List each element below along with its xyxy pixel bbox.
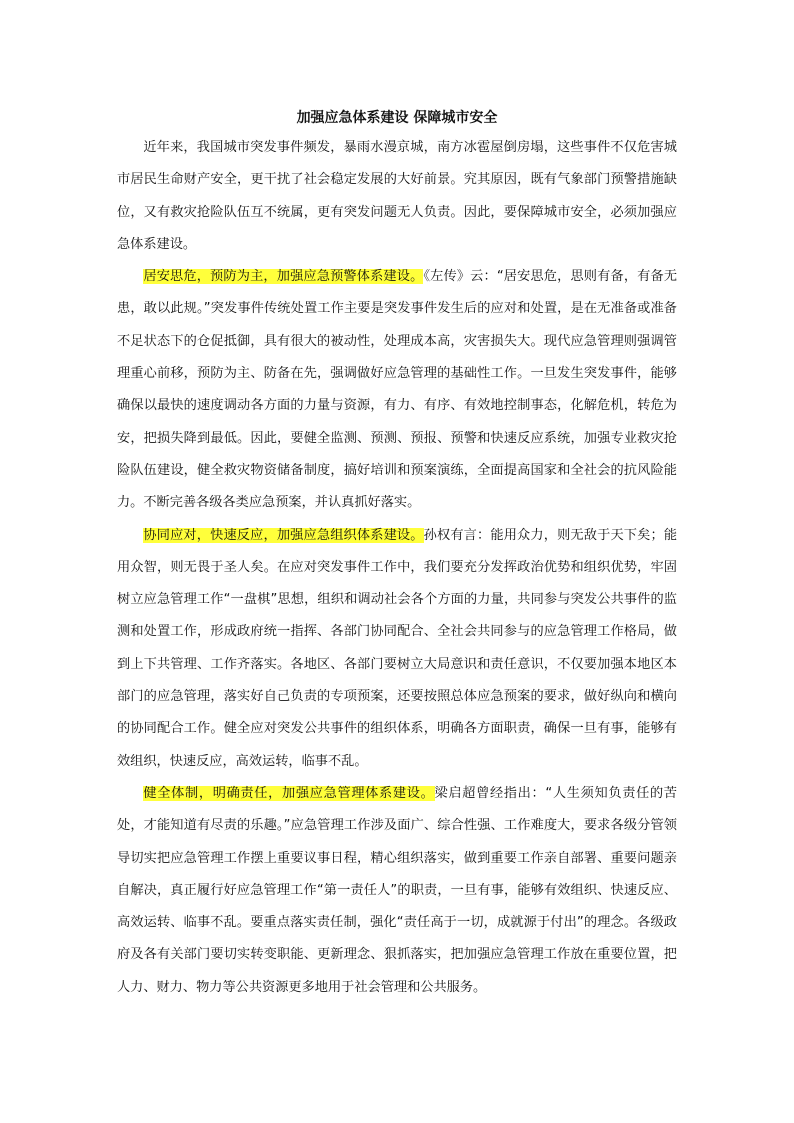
paragraph-intro <box>117 132 677 261</box>
paragraph-management <box>117 778 677 1004</box>
paragraph-text: 孙权有言：能用众力，则无敌于天下矣；能用众智，则无畏于圣人矣。在应对突发事件工作中，我们要充分发挥政治优势和组织优势，牢固树立应急管理工作“一盘棋”思想，组织和调动社会各个方面的力量，共同参与突发公共事件的监测和处置工作，形成政府统一指挥、各部门协同配合、全社会共同参与的应急管理工作格局，做到上下共管理、工作齐落实。各地区、各部门要树立大局意识和责任意识，不仅要加强本地区本部门的应急管理，落实好自己负责的专项预案，还要按照总体应急预案的要求，做好纵向和横向的协同配合工作。健全应对突发公共事件的组织体系，明确各方面职责，确保一旦有事，能够有效组织，快速反应，高效运转，临事不乱。 <box>117 527 678 769</box>
paragraph-text: 近年来，我国城市突发事件频发，暴雨水漫京城，南方冰雹屋倒房塌，这些事件不仅危害城市居民生命财产安全，更干扰了社会稳定发展的大好前景。究其原因，既有气象部门预警措施缺位，又有救灾抢险队伍互不统属，更有突发问题无人负责。因此，要保障城市安全，必须加强应急体系建设。 <box>117 140 677 252</box>
paragraph-early-warning <box>117 261 677 519</box>
paragraph-text: 《左传》云：“居安思危，思则有备，有备无患，敢以此规。”突发事件传统处置工作主要是突发事件发生后的应对和处置，是在无准备或准备不足状态下的仓促抵御，具有很大的被动性，处理成本高，灾害损失大。现代应急管理则强调管理重心前移，预防为主、防备在先，强调做好应急管理的基础性工作。一旦发生突发事件，能够确保以最快的速度调动各方面的力量与资源，有力、有序、有效地控制事态，化解危机，转危为安，把损失降到最低。因此，要健全监测、预测、预报、预警和快速反应系统，加强专业救灾抢险队伍建设，健全救灾物资储备制度，搞好培训和预案演练，全面提高国家和全社会的抗风险能力。不断完善各级各类应急预案，并认真抓好落实。 <box>117 269 678 511</box>
highlighted-heading: 居安思危，预防为主，加强应急预警体系建设。 <box>143 269 424 285</box>
highlighted-heading: 协同应对，快速反应，加强应急组织体系建设。 <box>143 527 424 543</box>
highlighted-heading: 健全体制，明确责任，加强应急管理体系建设。 <box>143 785 435 801</box>
document-page <box>117 104 677 1004</box>
document-title: 加强应急体系建设 保障城市安全 <box>296 110 498 126</box>
paragraph-organization <box>117 520 677 778</box>
paragraph-text: 梁启超曾经指出：“人生须知负责任的苦处，才能知道有尽责的乐趣。”应急管理工作涉及面广、综合性强、工作难度大，要求各级分管领导切实把应急管理工作摆上重要议事日程，精心组织落实，做到重要工作亲自部署、重要问题亲自解决，真正履行好应急管理工作“第一责任人”的职责，一旦有事，能够有效组织、快速反应、高效运转、临事不乱。要重点落实责任制，强化“责任高于一切，成就源于付出”的理念。各级政府及各有关部门要切实转变职能、更新理念、狠抓落实，把加强应急管理工作放在重要位置，把人力、财力、物力等公共资源更多地用于社会管理和公共服务。 <box>117 785 677 995</box>
